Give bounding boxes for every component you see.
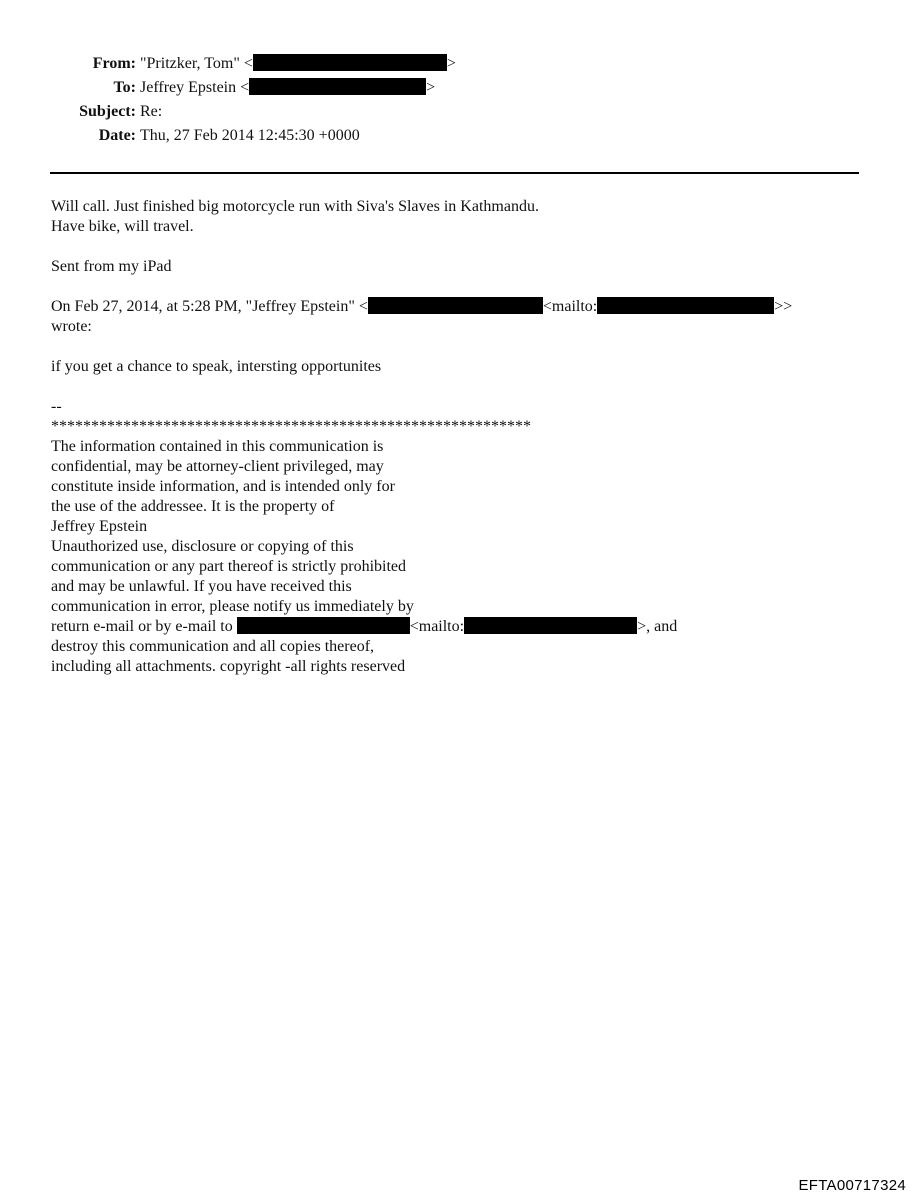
disclaimer-return-text: return e-mail or by e-mail to	[51, 618, 237, 635]
spacer	[51, 237, 871, 257]
disclaimer-line: Jeffrey Epstein	[51, 518, 148, 535]
quote-close: >>	[774, 298, 793, 315]
from-name: "Pritzker, Tom" <	[140, 55, 253, 72]
signature-separator: --	[51, 398, 62, 415]
quote-intro-text: On Feb 27, 2014, at 5:28 PM, "Jeffrey Epstein" <	[51, 298, 368, 315]
asterisk-rule: ************************************************************	[51, 418, 531, 435]
quote-mailto: <mailto:	[542, 298, 598, 315]
to-value	[140, 76, 435, 100]
disclaimer-line: confidential, may be attorney-client privileged, may	[51, 458, 384, 475]
redaction-box	[253, 54, 447, 71]
header-divider	[50, 172, 859, 174]
email-header	[0, 52, 916, 148]
subject-label: Subject:	[79, 103, 136, 120]
disclaimer-line: the use of the addressee. It is the property of	[51, 498, 335, 515]
redaction-box	[237, 617, 410, 634]
from-row	[0, 52, 916, 76]
date-row	[0, 124, 916, 148]
disclaimer-line: communication in error, please notify us immediately by	[51, 598, 414, 615]
signature-line: Sent from my iPad	[51, 258, 172, 275]
disclaimer-line: including all attachments. copyright -all rights reserved	[51, 658, 406, 675]
quote-wrote-line: wrote:	[51, 318, 92, 335]
disclaimer-line: and may be unlawful. If you have received this	[51, 578, 352, 595]
redaction-box	[368, 297, 543, 314]
disclaimer-return-line	[51, 617, 871, 637]
disclaimer-line: constitute inside information, and is intended only for	[51, 478, 395, 495]
disclaimer-line: Unauthorized use, disclosure or copying of this	[51, 538, 354, 555]
document-id: EFTA00717324	[798, 1177, 906, 1194]
from-value	[140, 52, 456, 76]
date-value: Thu, 27 Feb 2014 12:45:30 +0000	[140, 127, 360, 144]
to-name: Jeffrey Epstein <	[140, 79, 250, 96]
spacer	[51, 277, 871, 297]
subject-row	[0, 100, 916, 124]
subject-value: Re:	[140, 103, 163, 120]
message-line: Have bike, will travel.	[51, 218, 194, 235]
from-close: >	[446, 55, 456, 72]
to-label: To:	[113, 79, 136, 96]
quote-intro-line	[51, 297, 871, 317]
redaction-box	[597, 297, 774, 314]
quoted-message: if you get a chance to speak, intersting opportunites	[51, 358, 382, 375]
message-line: Will call. Just finished big motorcycle run with Siva's Slaves in Kathmandu.	[51, 198, 539, 215]
disclaimer-line: The information contained in this communication is	[51, 438, 384, 455]
disclaimer-line: destroy this communication and all copies thereof,	[51, 638, 375, 655]
spacer	[51, 337, 871, 357]
disclaimer-line: communication or any part thereof is strictly prohibited	[51, 558, 407, 575]
from-label: From:	[92, 55, 136, 72]
redaction-box	[464, 617, 637, 634]
to-row	[0, 76, 916, 100]
redaction-box	[249, 78, 426, 95]
message-body	[51, 197, 871, 677]
to-close: >	[426, 79, 436, 96]
spacer	[51, 377, 871, 397]
disclaimer-mailto: <mailto:	[409, 618, 465, 635]
date-label: Date:	[98, 127, 136, 144]
disclaimer-return-end: >, and	[637, 618, 678, 635]
